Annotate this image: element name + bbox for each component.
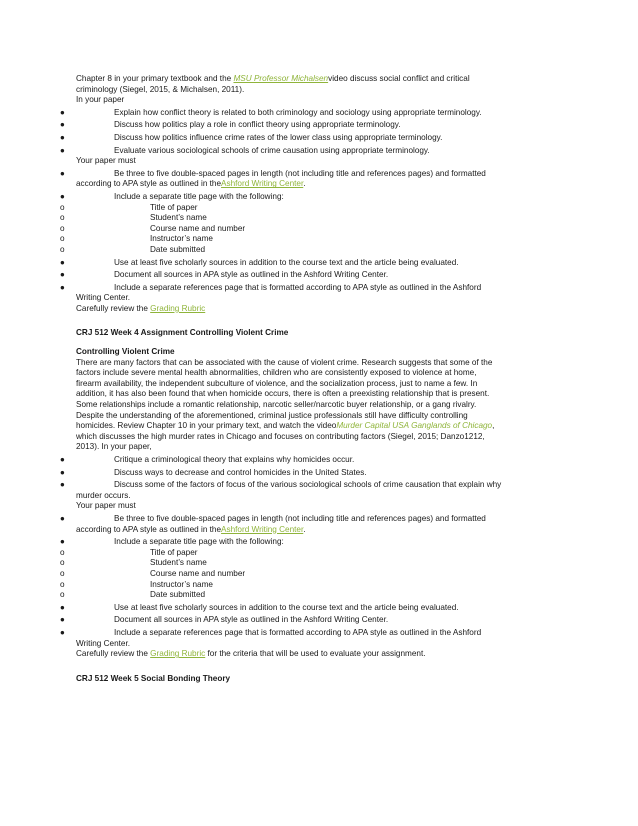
list-item-text: . bbox=[303, 179, 306, 189]
list-item-text: according to APA style as outlined in the bbox=[76, 179, 222, 189]
bullet-icon: ● bbox=[60, 467, 65, 477]
bullet-icon: ● bbox=[60, 615, 65, 625]
your-paper-must-label: Your paper must bbox=[76, 501, 136, 511]
grading-rubric-link[interactable]: Grading Rubric bbox=[150, 303, 206, 313]
circle-bullet-icon: o bbox=[60, 244, 65, 254]
sub-list-item bbox=[0, 569, 638, 580]
sub-list-item-text: Date submitted bbox=[150, 244, 206, 254]
paragraph-line: firearm availability, the independent subculture of violence, and the socialization process, just to name a few. In bbox=[76, 378, 478, 388]
bullet-icon: ● bbox=[60, 455, 65, 464]
bullet-icon: ● bbox=[60, 513, 65, 523]
list-item bbox=[0, 258, 638, 269]
intro-text-line2: criminology (Siegel, 2015, & Michalsen, 2011). bbox=[76, 84, 245, 94]
list-item-text: Critique a criminological theory that explains why homicides occur. bbox=[114, 455, 355, 464]
bullet-icon: ● bbox=[60, 107, 65, 117]
list-item-text: according to APA style as outlined in the bbox=[76, 524, 222, 534]
ashford-writing-center-link[interactable]: Ashford Writing Center bbox=[221, 179, 304, 189]
your-paper-must-label: Your paper must bbox=[76, 156, 136, 166]
circle-bullet-icon: o bbox=[60, 234, 65, 244]
bullet-icon: ● bbox=[60, 282, 65, 292]
circle-bullet-icon: o bbox=[60, 547, 65, 557]
grading-rubric-link[interactable]: Grading Rubric bbox=[150, 649, 206, 659]
list-item-text: Include a separate references page that is formatted according to APA style as outlined in the Ashford bbox=[114, 282, 482, 292]
list-item bbox=[0, 603, 638, 614]
sub-list-item bbox=[0, 234, 638, 245]
bullet-icon: ● bbox=[60, 480, 65, 490]
list-item-text: Include a separate title page with the following: bbox=[114, 191, 284, 201]
list-item bbox=[0, 146, 638, 157]
list-item-continuation bbox=[76, 179, 306, 188]
list-item-continuation: Writing Center. bbox=[76, 638, 130, 648]
list-item bbox=[0, 537, 638, 548]
bullet-icon: ● bbox=[60, 168, 65, 178]
sub-list-item bbox=[0, 548, 638, 559]
paragraph-line: 2013). In your paper, bbox=[76, 442, 152, 452]
sub-list-item-text: Title of paper bbox=[150, 547, 198, 557]
list-item-text: Document all sources in APA style as outlined in the Ashford Writing Center. bbox=[114, 270, 389, 280]
circle-bullet-icon: o bbox=[60, 202, 65, 212]
list-item bbox=[0, 120, 638, 131]
paragraph-line: There are many factors that can be associated with the cause of violent crime. Research suggests that some of the bbox=[76, 357, 493, 367]
paragraph-line: Despite the understanding of the aforementioned, criminal justice professionals still have difficulty controlling bbox=[76, 410, 468, 420]
review-text: Carefully review the bbox=[76, 649, 151, 659]
circle-bullet-icon: o bbox=[60, 223, 65, 233]
list-item bbox=[0, 514, 638, 535]
sub-list-item bbox=[0, 203, 638, 214]
list-item-text: Discuss some of the factors of focus of the various sociological schools of crime causation that explain why bbox=[114, 480, 502, 490]
section-title: Controlling Violent Crime bbox=[76, 347, 175, 357]
document-content bbox=[0, 74, 638, 684]
sub-list-item-text: Date submitted bbox=[150, 590, 206, 600]
circle-bullet-icon: o bbox=[60, 213, 65, 223]
sub-list-item bbox=[0, 213, 638, 224]
sub-list-item-text: Course name and number bbox=[150, 568, 246, 578]
review-text: Carefully review the bbox=[76, 303, 151, 313]
paragraph-line: which discusses the high murder rates in Chicago and focuses on contributing factors (Siegel, 2015; Danzo1212, bbox=[76, 431, 485, 441]
section-heading: CRJ 512 Week 5 Social Bonding Theory bbox=[76, 673, 231, 683]
intro-text: Chapter 8 in your primary textbook and the bbox=[76, 74, 234, 83]
list-item bbox=[0, 480, 638, 501]
bullet-icon: ● bbox=[60, 627, 65, 637]
paragraph-line: homicides. Review Chapter 10 in your primary text, and watch the video bbox=[76, 421, 337, 431]
bullet-icon: ● bbox=[60, 120, 65, 130]
sub-list-item-text: Title of paper bbox=[150, 202, 198, 212]
circle-bullet-icon: o bbox=[60, 558, 65, 568]
list-item-text: Document all sources in APA style as outlined in the Ashford Writing Center. bbox=[114, 615, 389, 625]
list-item-text: Use at least five scholarly sources in addition to the course text and the article being evaluated. bbox=[114, 602, 459, 612]
sub-list-item bbox=[0, 245, 638, 256]
list-item-text: Use at least five scholarly sources in addition to the course text and the article being evaluated. bbox=[114, 257, 459, 267]
list-item bbox=[0, 468, 638, 479]
list-item bbox=[0, 270, 638, 281]
sub-list-item-text: Student’s name bbox=[150, 213, 207, 223]
sub-list-item bbox=[0, 590, 638, 601]
list-item bbox=[0, 108, 638, 119]
circle-bullet-icon: o bbox=[60, 579, 65, 589]
list-item-continuation: Writing Center. bbox=[76, 293, 130, 303]
intro-text-cont: video discuss social conflict and critical bbox=[328, 74, 470, 83]
circle-bullet-icon: o bbox=[60, 568, 65, 578]
list-item-text: Evaluate various sociological schools of crime causation using appropriate terminology. bbox=[114, 145, 430, 155]
list-item-text: Discuss how politics influence crime rates of the lower class using appropriate terminology. bbox=[114, 132, 443, 142]
list-item-text: . bbox=[303, 524, 306, 534]
paragraph-line: factors include severe mental health abnormalities, children who are consistently exposed to violence at home, bbox=[76, 368, 477, 378]
list-item-continuation: murder occurs. bbox=[76, 490, 131, 500]
list-item bbox=[0, 628, 638, 649]
list-item bbox=[0, 455, 638, 466]
list-item-continuation bbox=[76, 525, 306, 534]
list-item bbox=[0, 133, 638, 144]
paragraph-line: , bbox=[492, 421, 495, 431]
msu-professor-link[interactable]: MSU Professor Michalsen bbox=[233, 74, 329, 83]
ashford-writing-center-link[interactable]: Ashford Writing Center bbox=[221, 524, 304, 534]
sub-list-item-text: Student’s name bbox=[150, 558, 207, 568]
list-item-text: Be three to five double-spaced pages in length (not including title and references pages) and formatted bbox=[114, 513, 486, 523]
bullet-icon: ● bbox=[60, 602, 65, 612]
bullet-icon: ● bbox=[60, 537, 65, 547]
list-item-text: Explain how conflict theory is related to both criminology and sociology using appropriate terminology. bbox=[114, 107, 482, 117]
circle-bullet-icon: o bbox=[60, 590, 65, 600]
sub-list-item bbox=[0, 224, 638, 235]
list-item-text: Include a separate references page that is formatted according to APA style as outlined in the Ashford bbox=[114, 627, 482, 637]
sub-list-item bbox=[0, 558, 638, 569]
list-item-text: Discuss how politics play a role in conflict theory using appropriate terminology. bbox=[114, 120, 401, 130]
sub-list-item-text: Instructor’s name bbox=[150, 579, 213, 589]
intro-paragraph bbox=[76, 74, 546, 106]
list-item bbox=[0, 192, 638, 203]
murder-capital-video-link[interactable]: Murder Capital USA Ganglands of Chicago bbox=[336, 421, 493, 431]
paragraph-line: addition, it has also been found that when homicide occurs, there is often a preexisting relationship that is present. bbox=[76, 389, 490, 399]
body-paragraph bbox=[76, 358, 546, 453]
list-item bbox=[0, 615, 638, 626]
review-line bbox=[76, 649, 546, 660]
sub-list-item-text: Instructor’s name bbox=[150, 234, 213, 244]
bullet-icon: ● bbox=[60, 191, 65, 201]
paragraph-line: Some relationships include a romantic relationship, narcotic seller/narcotic buyer relationship, or a gang rivalry. bbox=[76, 400, 477, 410]
list-item-text: Discuss ways to decrease and control homicides in the United States. bbox=[114, 467, 367, 477]
list-item bbox=[0, 169, 638, 190]
review-line bbox=[76, 304, 546, 315]
sub-list-item-text: Course name and number bbox=[150, 223, 246, 233]
bullet-icon: ● bbox=[60, 257, 65, 267]
review-text: for the criteria that will be used to evaluate your assignment. bbox=[205, 649, 426, 659]
in-your-paper-label: In your paper bbox=[76, 95, 125, 105]
list-item-text: Include a separate title page with the following: bbox=[114, 537, 284, 547]
sub-list-item bbox=[0, 580, 638, 591]
bullet-icon: ● bbox=[60, 145, 65, 155]
section-heading: CRJ 512 Week 4 Assignment Controlling Violent Crime bbox=[76, 328, 289, 338]
bullet-icon: ● bbox=[60, 132, 65, 142]
bullet-icon: ● bbox=[60, 270, 65, 280]
list-item bbox=[0, 283, 638, 304]
list-item-text: Be three to five double-spaced pages in length (not including title and references pages) and formatted bbox=[114, 168, 486, 178]
